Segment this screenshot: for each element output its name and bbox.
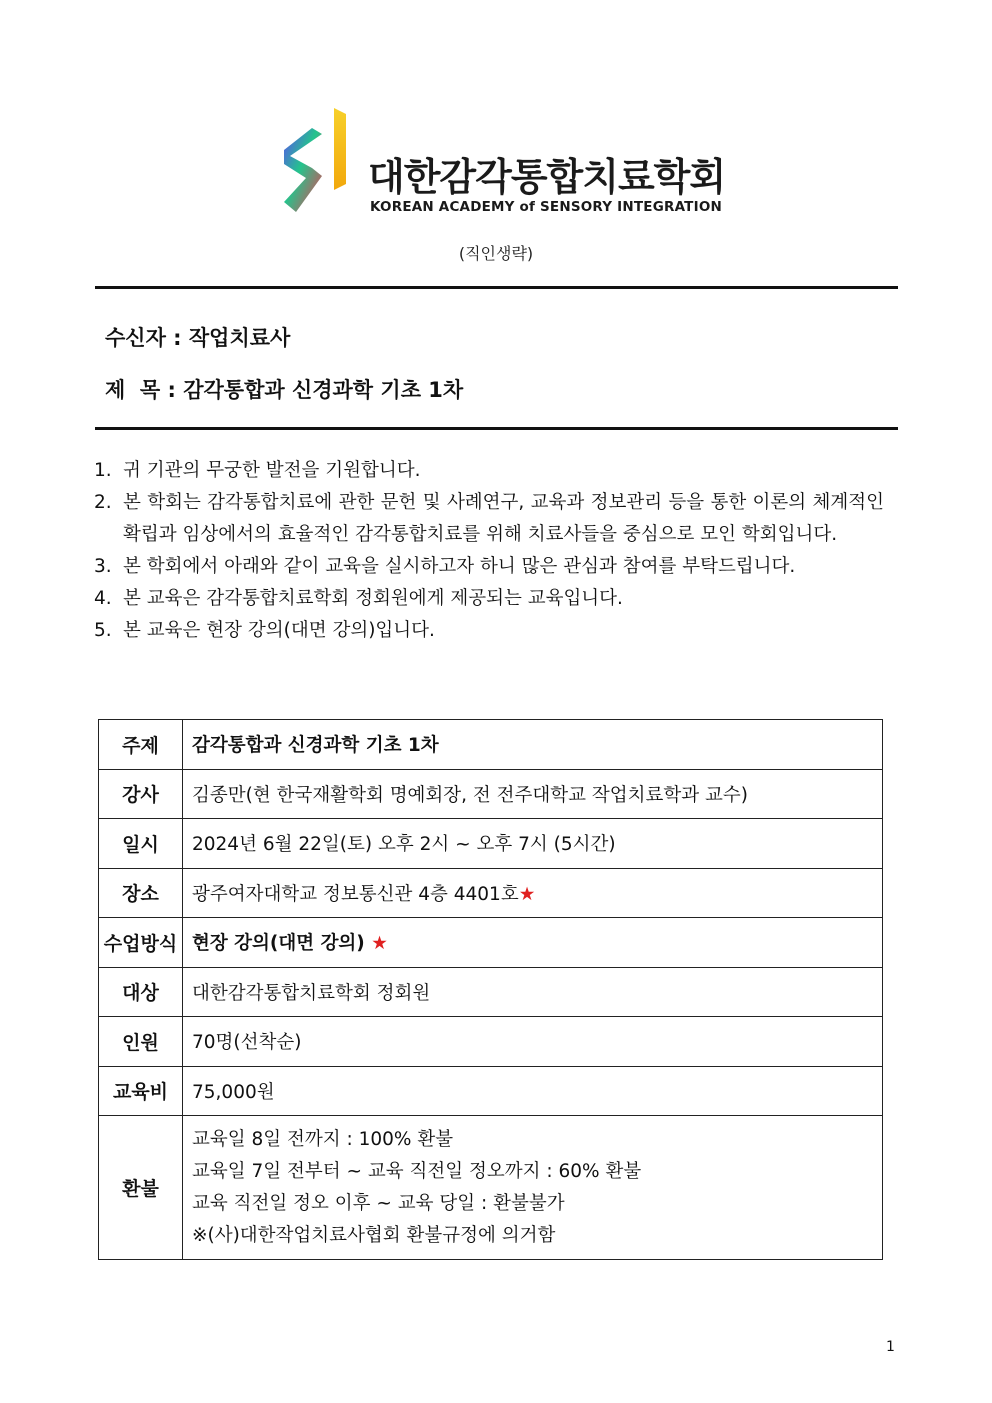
- logo-korean-name: 대한감각통합치료학회: [368, 155, 726, 199]
- row-value-refund: [183, 1116, 883, 1260]
- class-type-text: 현장 강의(대면 강의): [192, 933, 372, 955]
- list-item: 1. 귀 기관의 무궁한 발전을 기원합니다.: [94, 460, 421, 481]
- row-label-lecturer: 강사: [99, 769, 183, 819]
- row-label-capacity: 인원: [99, 1017, 183, 1067]
- refund-line: 교육 직전일 정오 이후 ~ 교육 당일 : 환불불가: [192, 1193, 565, 1214]
- refund-line: ※(사)대한작업치료사협회 환불규정에 의거함: [192, 1225, 556, 1246]
- row-value-topic: 감각통합과 신경과학 기초 1차: [183, 720, 883, 770]
- row-value-target: 대한감각통합치료학회 정회원: [183, 967, 883, 1017]
- table-row: [99, 918, 883, 968]
- row-label-target: 대상: [99, 967, 183, 1017]
- table-row: [99, 819, 883, 869]
- row-value-datetime: 2024년 6월 22일(토) 오후 2시 ~ 오후 7시 (5시간): [183, 819, 883, 869]
- refund-line: 교육일 8일 전까지 : 100% 환불: [192, 1129, 454, 1150]
- table-row: [99, 1116, 883, 1260]
- row-label-fee: 교육비: [99, 1066, 183, 1116]
- bottom-divider: [95, 427, 898, 430]
- row-label-refund: 환불: [99, 1116, 183, 1260]
- logo-mark-icon: [282, 106, 362, 218]
- row-label-location: 장소: [99, 868, 183, 918]
- course-info-table: [98, 719, 883, 1260]
- table-row: [99, 1066, 883, 1116]
- list-item: 5. 본 교육은 현장 강의(대면 강의)입니다.: [94, 620, 435, 641]
- row-value-lecturer: 김종만(현 한국재활학회 명예회장, 전 전주대학교 작업치료학과 교수): [183, 769, 883, 819]
- star-icon: ★: [518, 883, 536, 905]
- list-item: 4. 본 교육은 감각통합치료학회 정회원에게 제공되는 교육입니다.: [94, 588, 623, 609]
- star-icon: ★: [371, 933, 388, 955]
- logo-english-name: KOREAN ACADEMY of SENSORY INTEGRATION: [370, 199, 722, 215]
- table-row: [99, 1017, 883, 1067]
- row-value-class-type: [183, 918, 883, 968]
- row-label-datetime: 일시: [99, 819, 183, 869]
- row-value-location: [183, 868, 883, 918]
- row-value-fee: 75,000원: [183, 1066, 883, 1116]
- top-divider: [95, 286, 898, 289]
- list-item: 3. 본 학회에서 아래와 같이 교육을 실시하고자 하니 많은 관심과 참여를 부탁드립니다.: [94, 556, 796, 577]
- row-label-class-type: 수업방식: [99, 918, 183, 968]
- table-row: [99, 769, 883, 819]
- refund-line: 교육일 7일 전부터 ~ 교육 직전일 정오까지 : 60% 환불: [192, 1161, 642, 1182]
- academy-logo: [282, 106, 726, 218]
- table-row: [99, 720, 883, 770]
- table-row: [99, 868, 883, 918]
- table-row: [99, 967, 883, 1017]
- notice-list: [94, 455, 884, 647]
- recipient-line: 수신자 : 작업치료사: [105, 326, 291, 350]
- list-item: 2. 본 학회는 감각통합치료에 관한 문헌 및 사례연구, 교육과 정보관리 등을 통한 이론의 체계적인 확립과 임상에서의 효율적인 감각통합치료를 위해 치료사들을 중심으로 모인 학회입니다.: [94, 492, 884, 545]
- page-number: 1: [886, 1339, 895, 1355]
- row-value-capacity: 70명(선착순): [183, 1017, 883, 1067]
- row-label-topic: 주제: [99, 720, 183, 770]
- subject-line: 제 목 : 감각통합과 신경과학 기초 1차: [105, 378, 464, 402]
- seal-omitted-note: (직인생략): [458, 244, 534, 263]
- location-text: 광주여자대학교 정보통신관 4층 4401호: [192, 883, 519, 905]
